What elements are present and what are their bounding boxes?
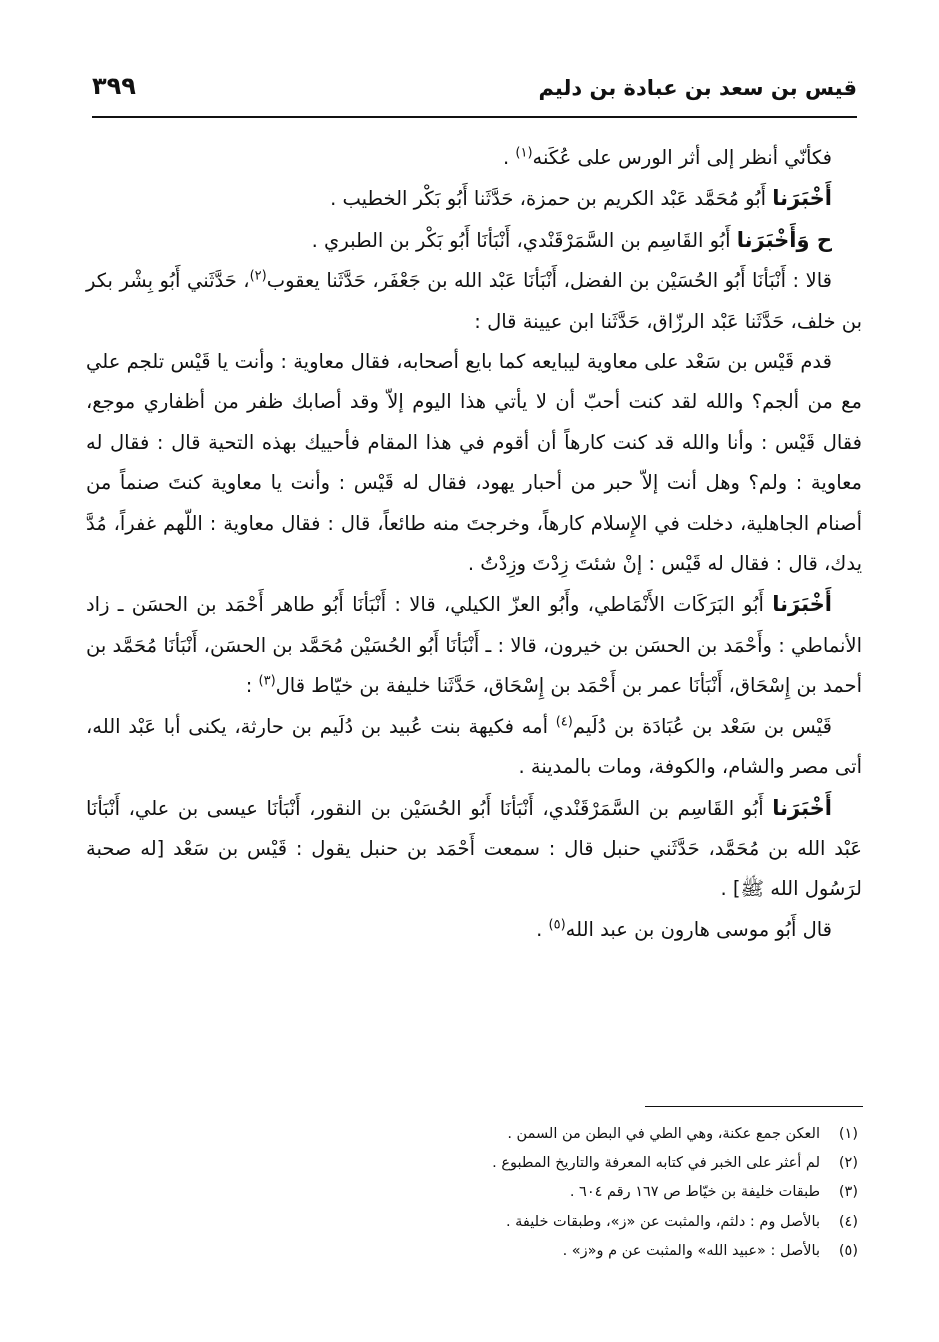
paragraph-7 [86,707,862,788]
header-title: قيس بن سعد بن عبادة بن دليم [538,76,857,100]
paragraph-9-end: . [536,917,549,941]
paragraph-5-text: قدم قَيْس بن سَعْد على معاوية ليبايعه كما بايع أصحابه، فقال معاوية : وأنت يا قَيْس تلجم علي مع من ألجم؟ والله لقد كنت أحبّ أن لا يأتي هذا اليوم إلاّ وقد أصابك ظفر من أظفاري موجع، فقال قَيْس : وأنا والله قد كنت كارهاً أن أقوم في هذا المقام فأحييك بهذه التحية قال : فقال له معاوية : ولم؟ وهل أنت إلاّ حبر من أحبار يهود، فقال له قَيْس : وأنت يا معاوية كنتَ صنماً من أصنام الجاهلية، دخلت في الإِسلام كارهاً، وخرجتَ منه طائعاً، قال : فقال معاوية : اللّهم غفراً، مُدَّ يدك، قال : فقال له قَيْس : إنْ شئتَ زِدْتَ وزِدْتُ . [86,350,862,576]
footnote-number: (٢) [838,1155,858,1172]
footnote-ref-3: (٣) [258,673,276,689]
footnote-number: (٤) [838,1213,858,1230]
footnote-item [300,1208,858,1237]
footnote-ref-5: (٥) [548,917,566,933]
paragraph-9 [86,910,862,950]
footnotes [300,1120,858,1266]
akhbarana-lead: أَخْبَرَنا [772,795,832,820]
footnote-text: العكن جمع عكنة، وهي الطي في البطن من السمن . [507,1126,820,1142]
main-text [86,138,862,950]
running-header [92,62,857,118]
footnote-number: (٥) [838,1242,858,1259]
footnote-number: (٣) [838,1184,858,1201]
paragraph-4 [86,261,862,342]
footnote-ref-1: (١) [515,145,533,161]
akhbarana-lead: أَخْبَرَنا [772,186,832,211]
paragraph-1-end: . [502,146,516,169]
paragraph-2 [86,178,862,219]
footnote-number: (١) [838,1126,858,1142]
paragraph-8-text: أَبُو القَاسِم بن السَّمَرْقَنْدي، أَنْبَأنَا أَبُو الحُسَيْن بن النقور، أَنْبَأنَا عيسى بن علي، أَنْبَأنَا عَبْد الله بن مُحَمَّد، حَدَّثَني حنبل قال : سمعت أَحْمَد بن حنبل يقول : قَيْس بن سَعْد [له صحبة لرَسُول الله ﷺ] . [86,796,862,901]
footnote-ref-2: (٢) [249,268,267,284]
footnote-text: لم أعثر على الخبر في كتابه المعرفة والتاريخ المطبوع . [492,1155,820,1172]
akhbarana-lead: ح وَأَخْبَرَنا [736,227,832,252]
paragraph-6-text-a: أَبُو البَرَكَات الأَنْمَاطي، وأَبُو العزّ الكيلي، قالا : أَنْبَأنَا أَبُو طاهر أَحْمَد بن الحسَن ـ زاد الأنماطي : وأَحْمَد بن الحسَن بن خيرون، قالا : ـ أَنْبَأنَا أَبُو الحُسَيْن مُحَمَّد بن الحسَن، أَنْبَأنَا مُحَمَّد بن أحمد بن إِسْحَاق، أَنْبَأنَا عمر بن أَحْمَد بن إِسْحَاق، حَدَّثَنا خليفة بن خيّاط قال [86,593,862,698]
paragraph-1 [86,138,862,178]
paragraph-6-text-b: : [245,674,259,698]
paragraph-7-text-b: أمه فكيهة بنت عُبيد بن دُلَيم بن حارثة، يكنى أبا عَبْد الله، أتى مصر والشام، والكوفة، ومات بالمدينة . [86,714,862,779]
page-number: ٣٩٩ [92,72,136,100]
paragraph-5 [86,342,862,584]
footnote-divider [645,1106,863,1107]
footnote-item [300,1120,858,1149]
paragraph-3-text: أَبُو القَاسِم بن السَّمَرْقَنْدي، أَنْبَأنَا أَبُو بَكْر بن الطبري . [311,228,737,252]
footnote-text: طبقات خليفة بن خيّاط ص ١٦٧ رقم ٦٠٤ . [569,1184,820,1201]
paragraph-2-text: أَبُو مُحَمَّد عَبْد الكريم بن حمزة، حَدَّثَنا أَبُو بَكْر الخطيب . [330,187,773,211]
paragraph-4-text-a: قالا : أَنْبَأنَا أَبُو الحُسَيْن بن الفضل، أَنْبَأنَا عَبْد الله بن جَعْفَر، حَدَّثَنا يعقوب [266,269,832,293]
footnote-item [300,1149,858,1178]
paragraph-4-text-b: ، حَدَّثَني أَبُو بِشْر بكر بن خلف، حَدَّثَنا عَبْد الرزّاق، حَدَّثَنا ابن عيينة قال : [86,269,862,333]
paragraph-3 [86,220,862,261]
akhbarana-lead: أَخْبَرَنا [772,592,832,617]
paragraph-1-text: فكأنّي أنظر إلى أثر الورس على عُكَنه [532,146,832,169]
footnote-item [300,1237,858,1266]
footnote-text: بالأصل وم : دلثم، والمثبت عن «ز»، وطبقات خليفة . [505,1213,820,1230]
footnote-text: بالأصل : «عبيد الله» والمثبت عن م و«ز» . [562,1242,820,1259]
paragraph-6 [86,584,862,706]
paragraph-8 [86,788,862,910]
footnote-item [300,1178,858,1207]
paragraph-9-text: قال أَبُو موسى هارون بن عبد الله [565,917,832,941]
footnote-ref-4: (٤) [555,714,573,730]
paragraph-7-text-a: قَيْس بن سَعْد بن عُبَادَة بن دُلَيم [572,714,832,738]
